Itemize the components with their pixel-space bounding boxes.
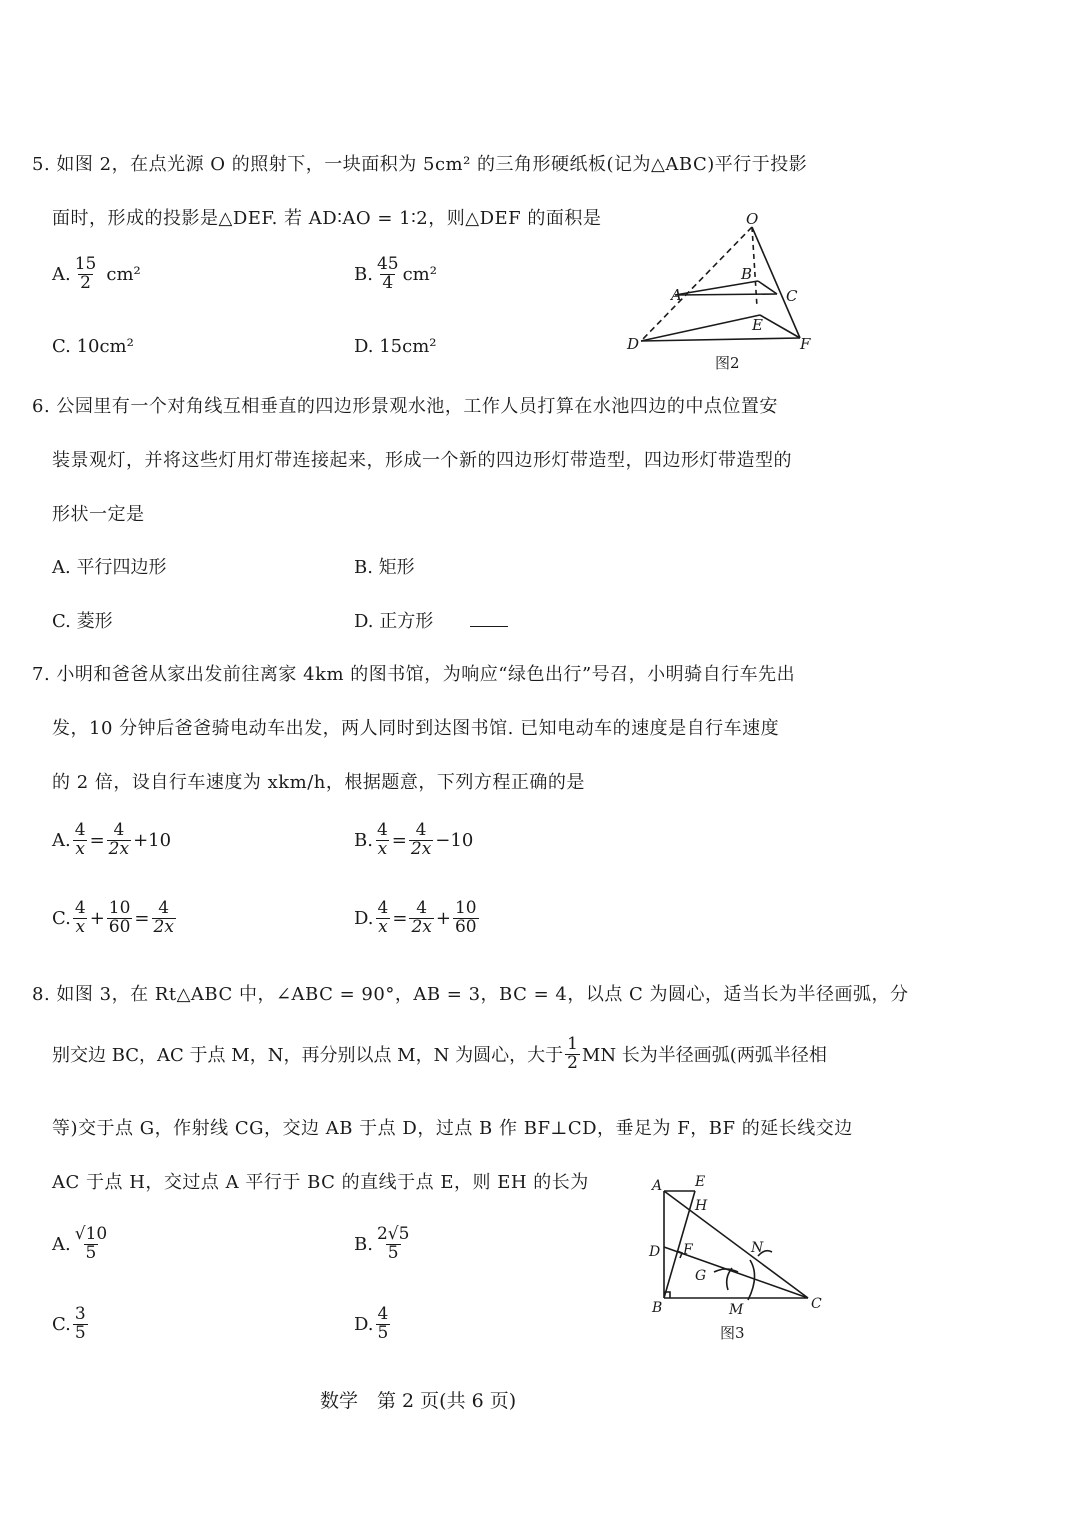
fraction bbox=[73, 256, 99, 293]
option-label: C. bbox=[52, 1313, 71, 1335]
fraction bbox=[375, 1226, 411, 1263]
numerator: 4 bbox=[415, 820, 427, 840]
denominator: x bbox=[378, 916, 388, 937]
fraction bbox=[375, 256, 401, 293]
label-b: B bbox=[741, 265, 753, 283]
numerator: 1 bbox=[567, 1034, 578, 1054]
q6-stem-line1: 6. 公园里有一个对角线互相垂直的四边形景观水池，工作人员打算在水池四边的中点位置安 bbox=[32, 396, 778, 417]
denominator: 4 bbox=[382, 272, 394, 293]
numerator: 4 bbox=[377, 1304, 389, 1324]
term: −10 bbox=[435, 829, 474, 851]
q7-option-b bbox=[354, 822, 473, 859]
line-ef bbox=[760, 315, 800, 338]
operator: = bbox=[391, 829, 407, 851]
denominator: 2x bbox=[411, 916, 432, 937]
fraction bbox=[152, 900, 176, 937]
option-label: A. bbox=[52, 829, 71, 851]
denominator: 5 bbox=[377, 1322, 389, 1343]
q5-option-a bbox=[52, 256, 141, 293]
fraction bbox=[376, 1306, 391, 1343]
term: +10 bbox=[133, 829, 172, 851]
q8-option-b bbox=[354, 1226, 413, 1263]
fraction bbox=[376, 900, 391, 937]
operator: = bbox=[134, 907, 150, 929]
line-ac bbox=[675, 294, 777, 295]
q5-stem-line2: 面时，形成的投影是△DEF. 若 AD∶AO = 1∶2，则△DEF 的面积是 bbox=[52, 208, 602, 229]
numerator: 4 bbox=[416, 898, 428, 918]
figure-2-caption: 图2 bbox=[715, 354, 740, 372]
label-g: G bbox=[695, 1268, 707, 1284]
denominator: 5 bbox=[387, 1242, 399, 1263]
label-h: H bbox=[695, 1198, 708, 1214]
line-df bbox=[641, 338, 800, 341]
q7-option-a bbox=[52, 822, 171, 859]
option-label: C. bbox=[52, 907, 71, 929]
arc-mn bbox=[748, 1260, 755, 1300]
denominator: 5 bbox=[74, 1322, 86, 1343]
q7-option-d bbox=[354, 900, 481, 937]
q7-stem-line2: 发，10 分钟后爸爸骑电动车出发，两人同时到达图书馆. 已知电动车的速度是自行车速度 bbox=[52, 718, 780, 739]
fraction bbox=[73, 1226, 109, 1263]
answer-blank-mark bbox=[470, 626, 508, 627]
label-o: O bbox=[746, 210, 759, 228]
denominator: 2x bbox=[153, 916, 174, 937]
text-segment: 别交边 BC，AC 于点 M，N，再分别以点 M，N 为圆心，大于 bbox=[52, 1045, 564, 1067]
numerator: 15 bbox=[74, 254, 97, 274]
numerator: 10 bbox=[108, 898, 131, 918]
label-d: D bbox=[627, 335, 640, 353]
denominator: 60 bbox=[108, 916, 131, 937]
q8-stem-line1: 8. 如图 3，在 Rt△ABC 中，∠ABC = 90°，AB = 3，BC = 4，以点 C 为圆心，适当长为半径画弧，分 bbox=[32, 984, 909, 1005]
denominator: 2x bbox=[108, 838, 130, 859]
option-label: B. bbox=[354, 829, 373, 851]
option-label: A. bbox=[52, 263, 71, 285]
numerator: 4 bbox=[158, 898, 170, 918]
fraction bbox=[73, 900, 88, 937]
q7-stem-line1: 7. 小明和爸爸从家出发前往离家 4km 的图书馆，为响应“绿色出行”号召，小明骑自行车先出 bbox=[32, 664, 796, 685]
fraction bbox=[73, 1306, 88, 1343]
label-a: A bbox=[652, 1178, 663, 1194]
unit: cm² bbox=[402, 263, 437, 285]
denominator: 2 bbox=[80, 272, 91, 293]
label-a: A bbox=[671, 286, 682, 304]
option-label: B. bbox=[354, 1233, 373, 1255]
q6-option-d: D. 正方形 bbox=[354, 611, 434, 632]
numerator: √10 bbox=[74, 1224, 108, 1244]
numerator: 4 bbox=[377, 898, 389, 918]
numerator: 4 bbox=[376, 820, 388, 840]
right-angle-f bbox=[677, 1251, 682, 1258]
figure-2-diagram bbox=[615, 205, 830, 375]
q8-stem-line4: AC 于点 H，交过点 A 平行于 BC 的直线于点 E，则 EH 的长为 bbox=[52, 1172, 589, 1193]
denominator: 2x bbox=[410, 838, 432, 859]
label-c: C bbox=[786, 287, 798, 305]
q8-stem-line2 bbox=[52, 1036, 827, 1073]
label-d: D bbox=[649, 1244, 661, 1260]
numerator: 45 bbox=[376, 254, 399, 274]
operator: + bbox=[89, 907, 105, 929]
label-e: E bbox=[695, 1174, 706, 1190]
fraction bbox=[375, 822, 390, 859]
line-od bbox=[641, 227, 752, 341]
denominator: 60 bbox=[454, 916, 477, 937]
fraction bbox=[107, 822, 131, 859]
q6-option-a: A. 平行四边形 bbox=[52, 557, 167, 578]
q5-option-c: C. 10cm² bbox=[52, 336, 134, 357]
option-label: D. bbox=[354, 907, 374, 929]
q8-option-d bbox=[354, 1306, 392, 1343]
line-bc bbox=[758, 281, 777, 294]
denominator: x bbox=[377, 838, 388, 859]
figure-3-diagram bbox=[640, 1168, 840, 1348]
fraction bbox=[73, 822, 88, 859]
page-footer: 数学 第 2 页(共 6 页) bbox=[320, 1390, 517, 1412]
q5-option-b bbox=[354, 256, 437, 293]
label-f: F bbox=[683, 1242, 693, 1258]
denominator: 5 bbox=[85, 1242, 97, 1263]
label-e: E bbox=[752, 316, 763, 334]
numerator: 2√5 bbox=[376, 1224, 410, 1244]
numerator: 10 bbox=[454, 898, 477, 918]
unit: cm² bbox=[106, 263, 141, 285]
q8-stem-line3: 等)交于点 G，作射线 CG，交边 AB 于点 D，过点 B 作 BF⊥CD，垂足为 F，BF 的延长线交边 bbox=[52, 1118, 853, 1139]
fraction bbox=[107, 900, 133, 937]
label-c: C bbox=[811, 1296, 822, 1312]
operator: = bbox=[392, 907, 408, 929]
line-ab bbox=[675, 281, 758, 295]
q5-option-d: D. 15cm² bbox=[354, 336, 437, 357]
operator: = bbox=[89, 829, 105, 851]
q5-stem-line1: 5. 如图 2，在点光源 O 的照射下，一块面积为 5cm² 的三角形硬纸板(记为△ABC)平行于投影 bbox=[32, 154, 808, 175]
option-label: A. bbox=[52, 1233, 71, 1255]
numerator: 4 bbox=[74, 898, 86, 918]
label-n: N bbox=[751, 1240, 764, 1256]
numerator: 4 bbox=[113, 820, 125, 840]
q6-option-b: B. 矩形 bbox=[354, 557, 415, 578]
q8-option-c bbox=[52, 1306, 90, 1343]
q7-stem-line3: 的 2 倍，设自行车速度为 xkm/h，根据题意，下列方程正确的是 bbox=[52, 772, 585, 793]
numerator: 3 bbox=[74, 1304, 86, 1324]
denominator: x bbox=[75, 838, 85, 859]
label-b: B bbox=[652, 1300, 663, 1316]
fraction bbox=[453, 900, 479, 937]
q8-option-a bbox=[52, 1226, 111, 1263]
q6-stem-line2: 装景观灯，并将这些灯用灯带连接起来，形成一个新的四边形灯带造型，四边形灯带造型的 bbox=[52, 450, 792, 471]
q6-option-c: C. 菱形 bbox=[52, 611, 113, 632]
fraction bbox=[409, 822, 433, 859]
line-de bbox=[641, 315, 760, 341]
fraction bbox=[409, 900, 433, 937]
fraction bbox=[565, 1036, 580, 1073]
denominator: 2 bbox=[567, 1052, 578, 1073]
q6-stem-line3: 形状一定是 bbox=[52, 504, 145, 525]
label-m: M bbox=[729, 1302, 744, 1318]
option-label: B. bbox=[354, 263, 373, 285]
label-f: F bbox=[800, 335, 811, 353]
option-label: D. bbox=[354, 1313, 374, 1335]
figure-3-caption: 图3 bbox=[720, 1324, 745, 1342]
operator: + bbox=[435, 907, 451, 929]
text-segment: MN 长为半径画弧(两弧半径相 bbox=[581, 1045, 827, 1067]
denominator: x bbox=[75, 916, 86, 937]
numerator: 4 bbox=[74, 820, 86, 840]
q7-option-c bbox=[52, 900, 178, 937]
